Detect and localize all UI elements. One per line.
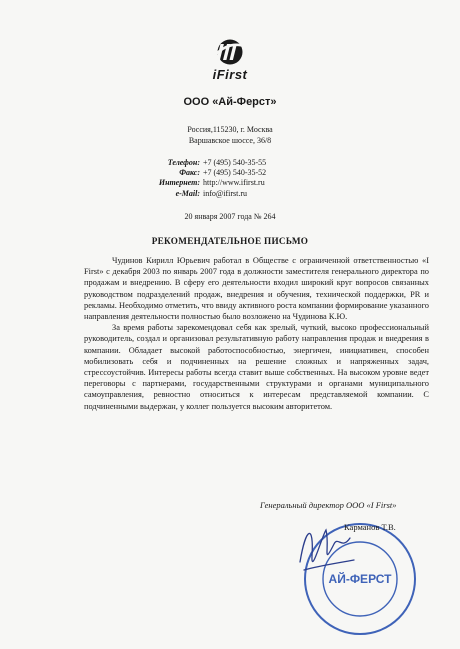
- contact-label: e-Mail:: [175, 188, 200, 198]
- body-paragraph: Чудинов Кирилл Юрьевич работал в Обществе с ограниченной ответственностью «I First» с декабря 2003 по январь 2007 года в должности заместителя генерального директора по продажам и внедрению. В сферу его деятельности входил широкий круг вопросов связанных руководством подразделений продаж, внедрения и обучения, технической поддержки, PR и рекламы. Необходимо отметить, что ввиду активного роста компании формирование указанного направления деятельности полностью было возложено на Чудинова К.Ю.: [84, 256, 429, 322]
- contact-label: Интернет:: [158, 178, 200, 188]
- letter-title: РЕКОМЕНДАТЕЛЬНОЕ ПИСЬМО: [151, 236, 309, 246]
- contact-block: [64, 158, 334, 199]
- contact-label: Телефон:: [167, 158, 200, 167]
- address-line: Варшавское шоссе, 36/8: [188, 135, 272, 145]
- contact-row-web: [64, 178, 334, 188]
- signatory-position: Генеральный директор ООО «I First»: [260, 500, 397, 510]
- company-address: [0, 125, 460, 146]
- contact-row-phone: [64, 158, 334, 168]
- letter-body: [84, 255, 429, 412]
- contact-value: +7 (495) 540-35-55: [203, 158, 267, 167]
- contact-row-email: [64, 189, 334, 199]
- stamp-text: АЙ-ФЕРСТ: [328, 572, 392, 586]
- body-paragraph: За время работы зарекомендовал себя как зрелый, чуткий, высоко профессиональный руководитель, создал и организовал результативную работу направления продаж и внедрения в компании. Обладает высокой работоспособностью, энергичен, инициативен, способен мобилизовать себя и подчиненных на решение сложных и напряженных задач, стрессоустойчив. Интересы работы всегда ставит выше собственных. На высоком уровне ведет переговоры с партнерами, государственными структурами и органами муниципального самоуправления, ревностно относиться к интересам представляемой компании. С подчиненными выдержан, у коллег пользуется высоким авторитетом.: [84, 323, 429, 411]
- brand-name: iFirst: [212, 67, 248, 82]
- contact-value: +7 (495) 540-35-52: [203, 168, 267, 178]
- company-name: ООО «Ай-Ферст»: [183, 96, 277, 108]
- contact-value: info@ifirst.ru: [203, 188, 248, 198]
- contact-value: http://www.ifirst.ru: [203, 178, 265, 188]
- letter-date: 20 января 2007 года № 264: [184, 212, 276, 221]
- signatory-name: Карманов Т.В.: [344, 522, 396, 532]
- address-line: Россия,115230, г. Москва: [187, 125, 273, 134]
- contact-row-fax: [64, 168, 334, 178]
- contact-label: Факс:: [179, 168, 200, 178]
- ifirst-logo-icon: [207, 38, 253, 66]
- letterhead-logo: [0, 38, 460, 82]
